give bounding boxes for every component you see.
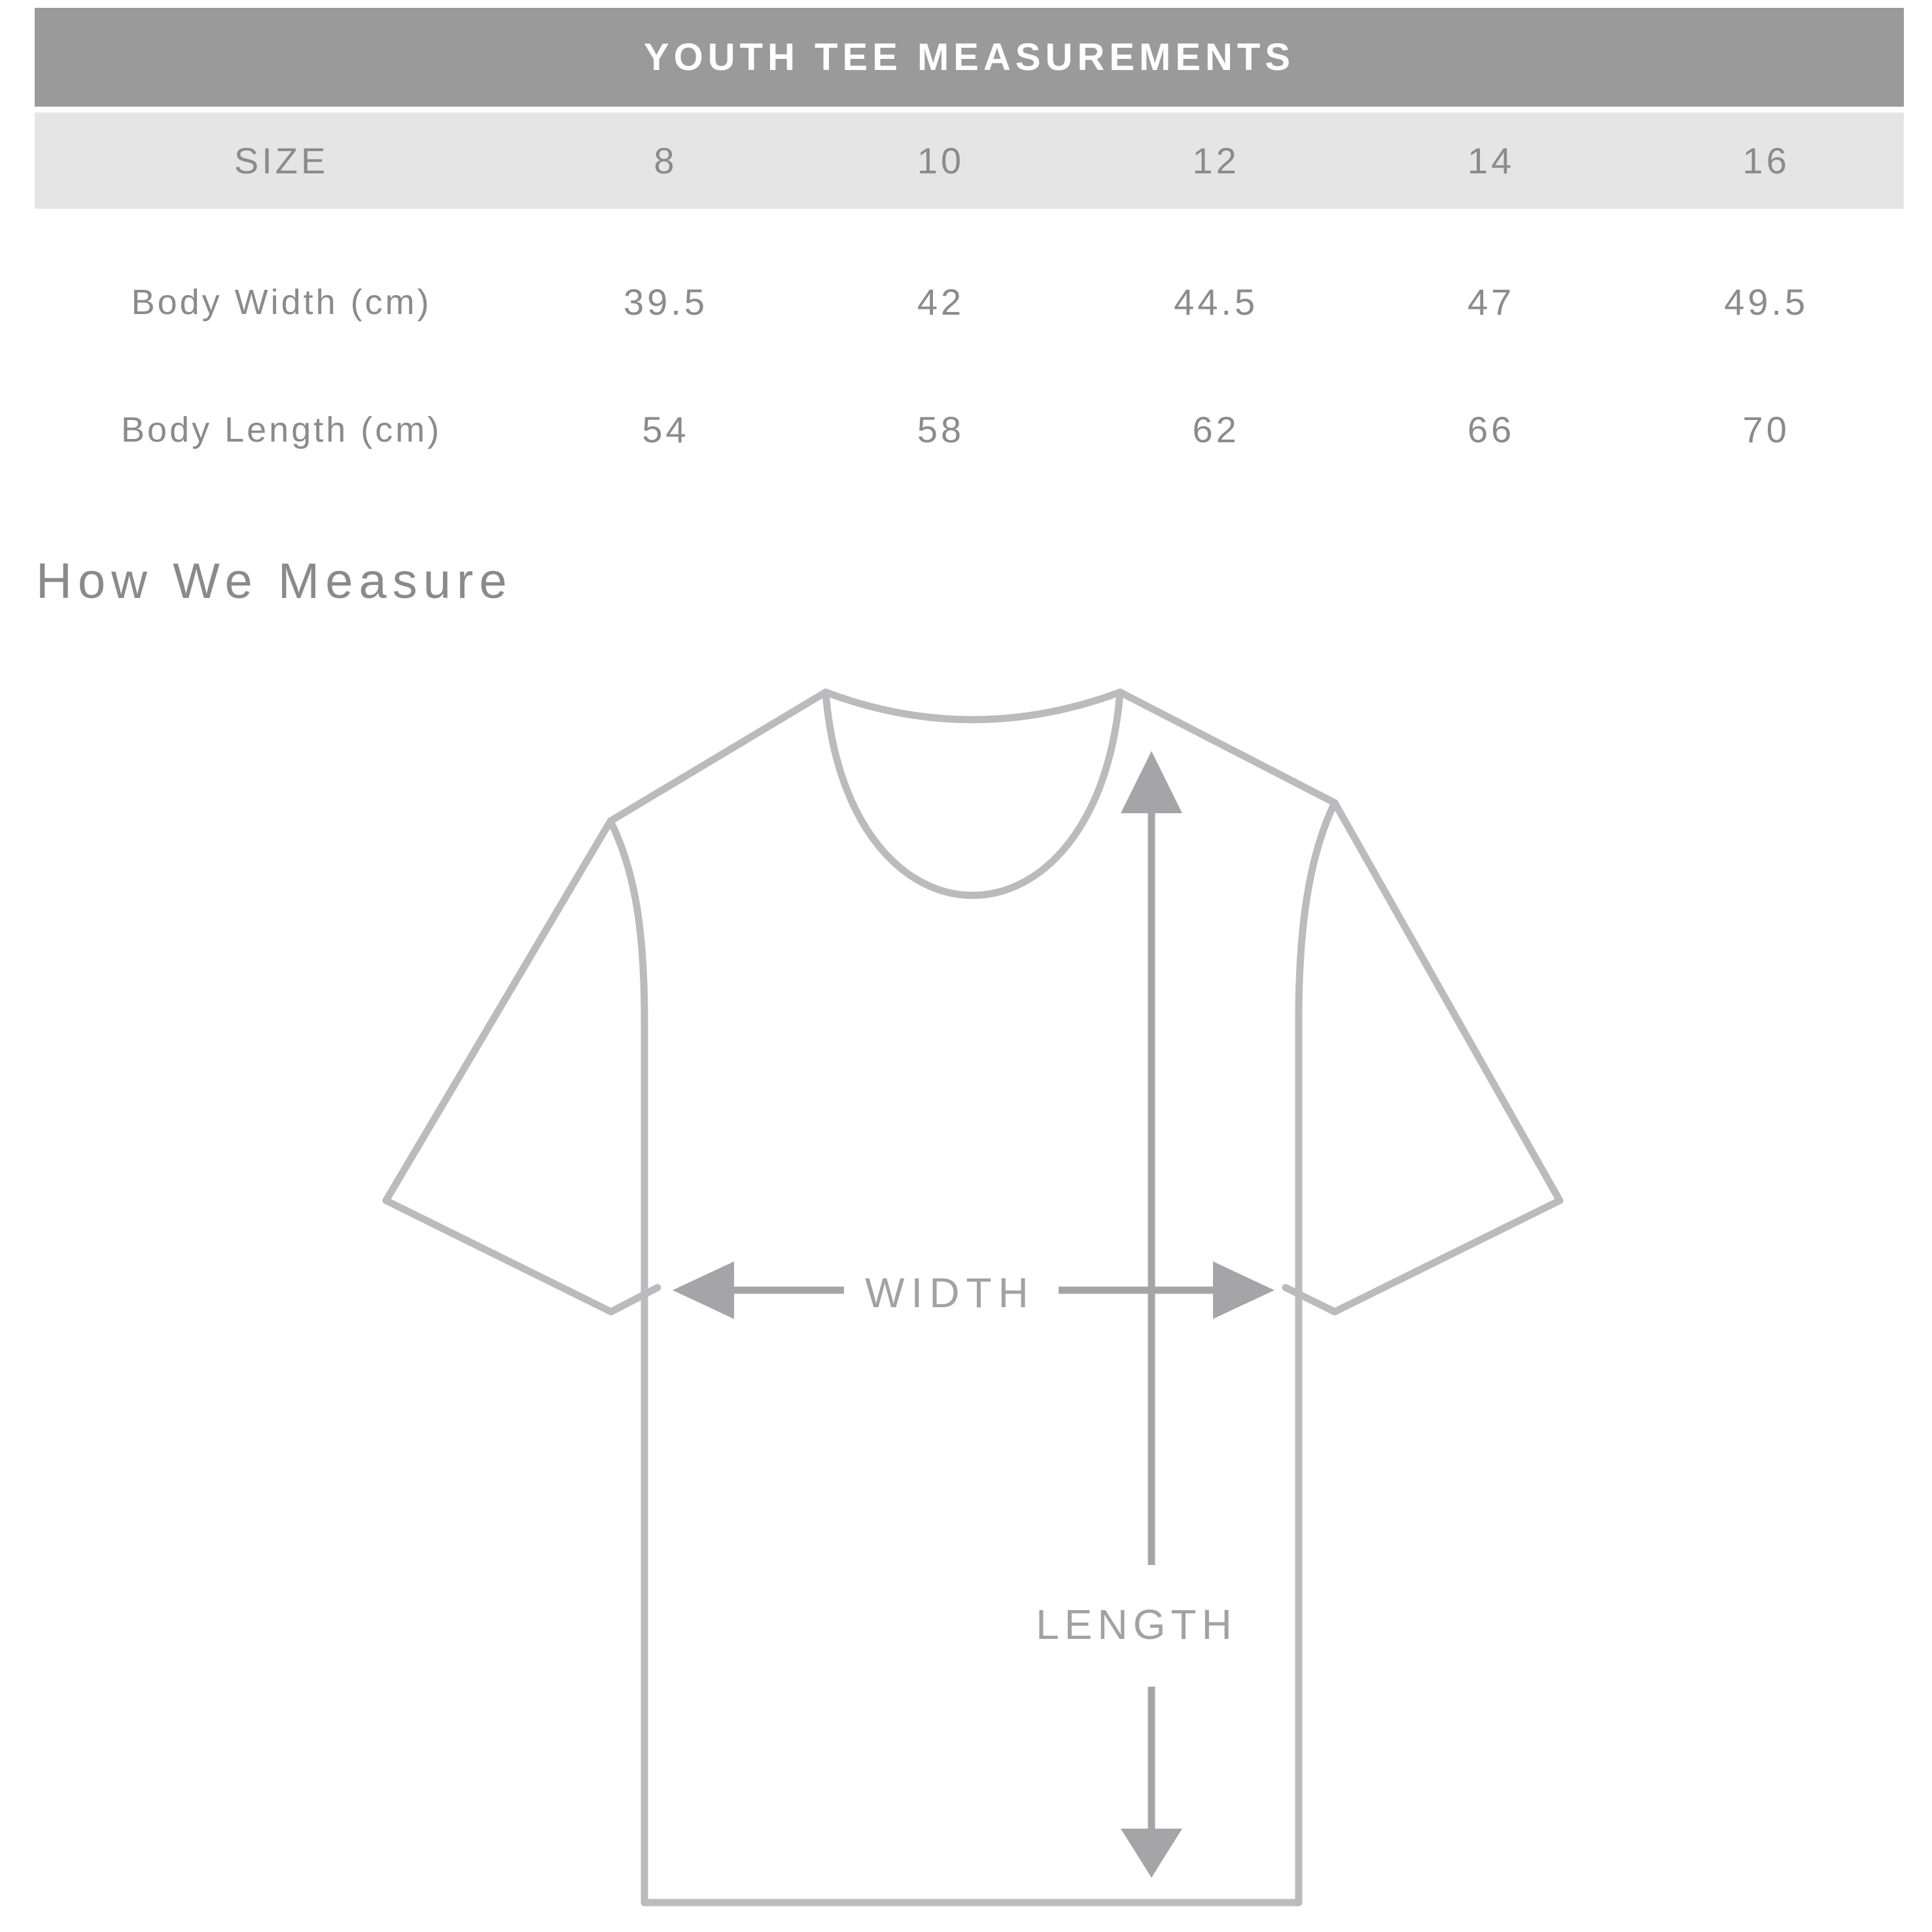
size-col-8: 8 [654, 140, 678, 181]
size-col-14: 14 [1467, 140, 1515, 181]
row-label-body-width: Body Width (cm) [131, 282, 432, 322]
arrow-left-icon [673, 1261, 734, 1319]
body-length-size-10: 58 [917, 409, 965, 450]
size-col-12: 12 [1192, 140, 1240, 181]
row-label-body-length: Body Length (cm) [121, 410, 442, 449]
body-length-size-14: 66 [1467, 409, 1515, 450]
arrow-down-icon [1121, 1829, 1182, 1878]
tee-body-outline [610, 803, 1335, 1903]
width-label: WIDTH [865, 1269, 1035, 1316]
arrow-up-icon [1121, 751, 1182, 813]
body-width-size-16: 49.5 [1724, 281, 1809, 323]
body-width-size-10: 42 [917, 281, 965, 323]
size-col-16: 16 [1742, 140, 1790, 181]
table-title: YOUTH TEE MEASUREMENTS [643, 36, 1295, 79]
size-col-10: 10 [917, 140, 965, 181]
body-width-size-8: 39.5 [624, 281, 708, 323]
left-sleeve-outline [386, 821, 658, 1312]
width-arrow [673, 1261, 1274, 1319]
right-sleeve-outline [1286, 803, 1560, 1312]
body-length-size-12: 62 [1192, 409, 1240, 450]
length-arrow [1036, 751, 1237, 1878]
body-length-size-8: 54 [642, 409, 690, 450]
how-we-measure-heading: How We Measure [36, 553, 513, 609]
collar-back-line [826, 692, 1120, 720]
body-length-size-16: 70 [1742, 409, 1790, 450]
left-shoulder-line [610, 692, 826, 821]
length-label: LENGTH [1036, 1601, 1237, 1648]
size-label: SIZE [234, 140, 329, 181]
body-width-size-14: 47 [1467, 281, 1515, 323]
arrow-right-icon [1213, 1261, 1274, 1319]
body-width-size-12: 44.5 [1174, 281, 1259, 323]
